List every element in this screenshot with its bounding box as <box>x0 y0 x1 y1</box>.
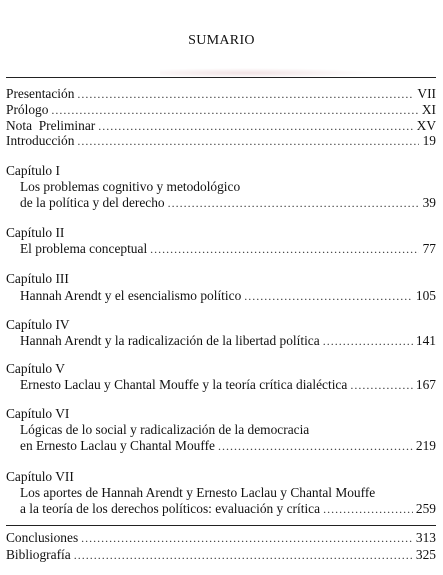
toc-entry-presentacion[interactable] <box>6 86 436 102</box>
entry-page: 141 <box>415 333 436 348</box>
toc-entry-capitulo-1[interactable] <box>20 195 436 211</box>
entry-page: 219 <box>415 438 436 453</box>
entry-label: Nota Preliminar <box>6 118 96 133</box>
toc-entry-capitulo-3[interactable] <box>20 288 436 304</box>
chapter-title-line: Los aportes de Hannah Arendt y Ernesto Laclau y Chantal Mouffe <box>20 485 376 500</box>
entry-page: XI <box>421 102 436 117</box>
entry-page: 313 <box>415 530 436 545</box>
dot-leader <box>81 530 413 546</box>
entry-page: 105 <box>415 288 436 303</box>
page-title: SUMARIO <box>188 33 255 48</box>
dot-leader <box>77 86 414 102</box>
entry-page: VII <box>417 86 436 101</box>
toc-entry-capitulo-2[interactable] <box>20 241 436 257</box>
toc-entry-capitulo-7[interactable] <box>20 501 436 517</box>
entry-label: en Ernesto Laclau y Chantal Mouffe <box>20 438 215 453</box>
dot-leader <box>323 333 413 349</box>
entry-page: 259 <box>415 501 436 516</box>
chapter-heading: Capítulo V <box>6 361 65 376</box>
toc-entry-prologo[interactable] <box>6 102 436 118</box>
entry-page: 19 <box>422 133 436 148</box>
dot-leader <box>74 547 413 563</box>
dot-leader <box>77 133 419 149</box>
toc-entry-capitulo-4[interactable] <box>20 333 436 349</box>
chapter-heading: Capítulo III <box>6 271 69 286</box>
toc-entry-bibliografia[interactable] <box>6 547 436 563</box>
entry-label: Hannah Arendt y la radicalización de la libertad política <box>20 333 320 348</box>
dot-leader <box>323 501 413 517</box>
toc-entry-capitulo-5[interactable] <box>20 377 436 393</box>
toc-entry-nota-preliminar[interactable] <box>6 118 436 134</box>
dot-leader <box>150 241 419 257</box>
chapter-heading: Capítulo VII <box>6 469 74 484</box>
entry-label: Ernesto Laclau y Chantal Mouffe y la teoría crítica dialéctica <box>20 377 348 392</box>
dot-leader <box>168 195 419 211</box>
chapter-heading: Capítulo II <box>6 225 65 240</box>
entry-label: de la política y del derecho <box>20 195 165 210</box>
toc-entry-introduccion[interactable] <box>6 133 436 149</box>
entry-page: 77 <box>422 241 436 256</box>
entry-label: a la teoría de los derechos políticos: evaluación y crítica <box>20 501 321 516</box>
dot-leader <box>244 288 413 304</box>
chapter-title-line: Lógicas de lo social y radicalización de la democracia <box>20 422 310 437</box>
dot-leader <box>218 438 413 454</box>
dot-leader <box>98 118 413 134</box>
entry-page: 39 <box>422 195 436 210</box>
entry-page: XV <box>416 118 436 133</box>
entry-page: 167 <box>415 377 436 392</box>
dot-leader <box>350 377 413 393</box>
chapter-title-line: Los problemas cognitivo y metodológico <box>20 179 241 194</box>
entry-label: Prólogo <box>6 102 49 117</box>
entry-label: Bibliografía <box>6 547 71 562</box>
entry-label: Hannah Arendt y el esencialismo político <box>20 288 242 303</box>
toc-entry-capitulo-6[interactable] <box>20 438 436 454</box>
chapter-heading: Capítulo IV <box>6 317 70 332</box>
entry-page: 325 <box>415 547 436 562</box>
toc-entry-conclusiones[interactable] <box>6 530 436 546</box>
entry-label: El problema conceptual <box>20 241 148 256</box>
chapter-heading: Capítulo I <box>6 163 60 178</box>
dot-leader <box>51 102 418 118</box>
entry-label: Presentación <box>6 86 75 101</box>
chapter-heading: Capítulo VI <box>6 406 70 421</box>
top-rule <box>6 77 436 78</box>
bottom-rule <box>6 525 436 526</box>
entry-label: Introducción <box>6 133 75 148</box>
entry-label: Conclusiones <box>6 530 79 545</box>
